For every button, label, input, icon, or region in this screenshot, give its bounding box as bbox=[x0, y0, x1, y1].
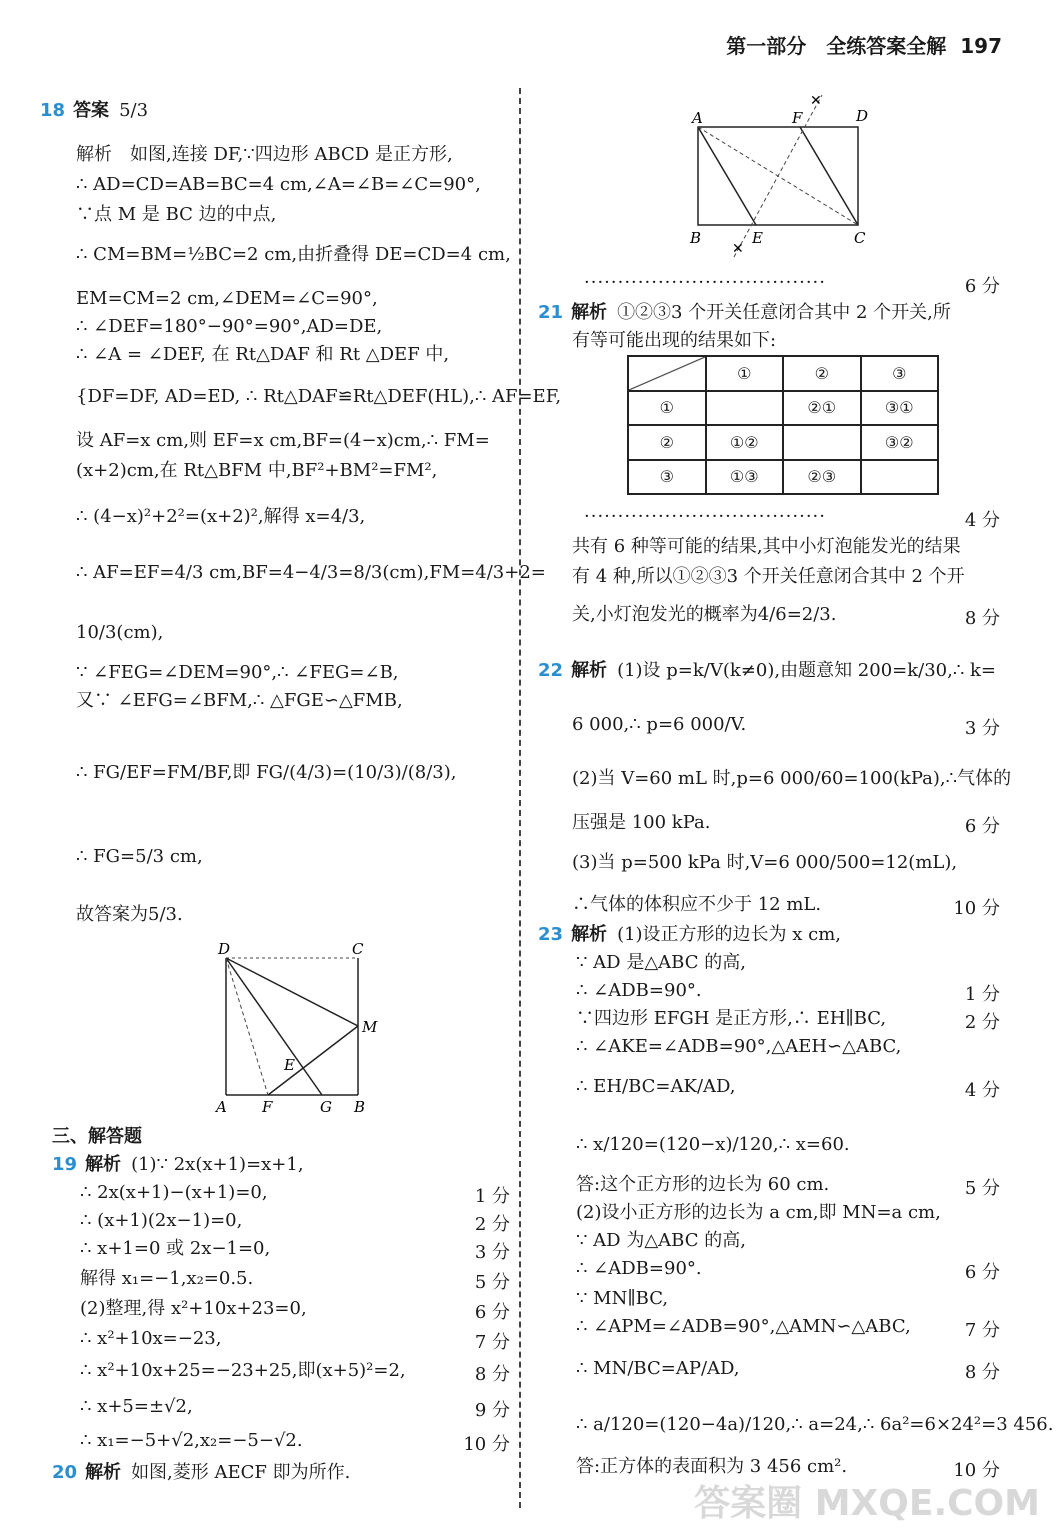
q18-label: 答案 bbox=[73, 100, 110, 121]
fig18-label-a: A bbox=[216, 1098, 227, 1116]
q20-label: 解析 bbox=[85, 1462, 122, 1483]
q18-line-11: ∴ AF=EF=4/3 cm,BF=4−4/3=8/3(cm),FM=4/3+2= bbox=[76, 562, 546, 583]
q19-score-4: 5 分 bbox=[474, 1272, 510, 1293]
q23-line-8: (2)设小正方形的边长为 a cm,即 MN=a cm, bbox=[576, 1202, 941, 1223]
fig18-label-c: C bbox=[352, 940, 364, 958]
q19-score-6: 7 分 bbox=[474, 1332, 510, 1353]
q23-heading bbox=[538, 924, 841, 946]
q23-line-13: ∴ MN/BC=AP/AD, bbox=[576, 1358, 740, 1379]
fig20-label-a: A bbox=[692, 109, 703, 127]
q22-number: 22 bbox=[538, 660, 564, 681]
q21-line2: 有等可能出现的结果如下: bbox=[572, 330, 777, 351]
q18-line-10: ∴ (4−x)²+2²=(x+2)²,解得 x=4/3, bbox=[76, 506, 366, 527]
q23-line-5: ∴ EH/BC=AK/AD, bbox=[576, 1076, 736, 1097]
table-cell: ① bbox=[628, 391, 706, 426]
header-title: 第一部分 全练答案全解 bbox=[726, 34, 947, 58]
q18-line-9: (x+2)cm,在 Rt△BFM 中,BF²+BM²=FM², bbox=[76, 460, 438, 481]
page-header bbox=[726, 30, 1002, 59]
table-cell: ③① bbox=[861, 391, 939, 426]
q23-label: 解析 bbox=[571, 924, 608, 945]
table-cell: ①② bbox=[706, 425, 784, 460]
q19-line-3: ∴ x+1=0 或 2x−1=0, bbox=[80, 1238, 271, 1259]
q23-line-15: 答:正方体的表面积为 3 456 cm². bbox=[576, 1456, 848, 1477]
q18-number: 18 bbox=[40, 100, 66, 121]
fig20-label-c: C bbox=[854, 229, 866, 247]
q21-heading bbox=[538, 302, 951, 324]
column-divider bbox=[519, 88, 521, 1508]
q19-line-4: 解得 x₁=−1,x₂=0.5. bbox=[80, 1268, 254, 1289]
watermark: 答案圈 MXQE.COM bbox=[694, 1483, 1040, 1524]
table-cell: ① bbox=[706, 356, 784, 391]
q23-score-13: 8 分 bbox=[964, 1362, 1000, 1383]
fig20-label-d: D bbox=[856, 107, 869, 125]
q23-line-7: 答:这个正方形的边长为 60 cm. bbox=[576, 1174, 830, 1195]
q23-score-3: 2 分 bbox=[964, 1012, 1000, 1033]
q21-label: 解析 bbox=[571, 302, 608, 323]
fig18-label-d: D bbox=[218, 940, 231, 958]
q23-score-10: 6 分 bbox=[964, 1262, 1000, 1283]
table-cell bbox=[783, 425, 861, 460]
fig18-label-b: B bbox=[354, 1098, 366, 1116]
q22-score-3: 6 分 bbox=[964, 816, 1000, 837]
fig18-label-m: M bbox=[362, 1018, 378, 1036]
q18-line-8: 设 AF=x cm,则 EF=x cm,BF=(4−x)cm,∴ FM= bbox=[76, 430, 490, 451]
q18-heading bbox=[40, 100, 148, 122]
q19-line-8: ∴ x+5=±√2, bbox=[80, 1396, 193, 1417]
q23-score-7: 5 分 bbox=[964, 1178, 1000, 1199]
q18-line-2: ∵点 M 是 BC 边的中点, bbox=[76, 204, 277, 225]
q22-score-1: 3 分 bbox=[964, 718, 1000, 739]
q23-line-9: ∵ AD 为△ABC 的高, bbox=[576, 1230, 746, 1251]
table-cell: ② bbox=[628, 425, 706, 460]
q21-score-2: 8 分 bbox=[964, 608, 1000, 629]
q22-heading bbox=[538, 660, 996, 682]
table-cell: ② bbox=[783, 356, 861, 391]
q19-score-9: 10 分 bbox=[463, 1434, 510, 1455]
q19-line-1: ∴ 2x(x+1)−(x+1)=0, bbox=[80, 1182, 268, 1203]
q18-line-3: ∴ CM=BM=½BC=2 cm,由折叠得 DE=CD=4 cm, bbox=[76, 244, 511, 265]
table-cell: ①③ bbox=[706, 460, 784, 495]
q21-line3: 共有 6 种等可能的结果,其中小灯泡能发光的结果 bbox=[572, 536, 961, 557]
q21-line1: ①②③3 个开关任意闭合其中 2 个开关,所 bbox=[617, 302, 951, 323]
q23-line-0: (1)设正方形的边长为 x cm, bbox=[617, 924, 842, 945]
q20-heading bbox=[52, 1462, 350, 1484]
q19-label: 解析 bbox=[85, 1154, 122, 1175]
table-cell: ③ bbox=[628, 460, 706, 495]
q18-line-12: 10/3(cm), bbox=[76, 622, 164, 643]
q23-line-12: ∴ ∠APM=∠ADB=90°,△AMN∽△ABC, bbox=[576, 1316, 911, 1337]
q23-score-12: 7 分 bbox=[964, 1320, 1000, 1341]
table-cell bbox=[861, 460, 939, 495]
q19-score-3: 3 分 bbox=[474, 1242, 510, 1263]
q19-line-9: ∴ x₁=−5+√2,x₂=−5−√2. bbox=[80, 1430, 303, 1451]
q22-line-2: (2)当 V=60 mL 时,p=6 000/60=100(kPa),∴气体的 bbox=[572, 768, 1012, 789]
table-row bbox=[628, 425, 938, 460]
q22-score-5: 10 分 bbox=[953, 898, 1000, 919]
q23-score-2: 1 分 bbox=[964, 984, 1000, 1005]
q21-score-1: 4 分 bbox=[964, 510, 1000, 531]
q20-score: 6 分 bbox=[964, 276, 1000, 297]
q19-heading bbox=[52, 1154, 304, 1176]
q20-number: 20 bbox=[52, 1462, 78, 1483]
q18-line-6: ∴ ∠A = ∠DEF, 在 Rt△DAF 和 Rt △DEF 中, bbox=[76, 344, 450, 365]
fig20-label-e: E bbox=[752, 229, 763, 247]
q22-line-3: 压强是 100 kPa. bbox=[572, 812, 711, 833]
q22-label: 解析 bbox=[571, 660, 608, 681]
table-row bbox=[628, 391, 938, 426]
table-row bbox=[628, 460, 938, 495]
table-cell: ②③ bbox=[783, 460, 861, 495]
q23-line-2: ∴ ∠ADB=90°. bbox=[576, 980, 702, 1001]
q23-line-10: ∴ ∠ADB=90°. bbox=[576, 1258, 702, 1279]
q22-line-5: ∴气体的体积应不少于 12 mL. bbox=[572, 894, 822, 915]
table-corner-cell bbox=[628, 356, 706, 391]
q21-number: 21 bbox=[538, 302, 564, 323]
q23-line-4: ∴ ∠AKE=∠ADB=90°,△AEH∽△ABC, bbox=[576, 1036, 902, 1057]
q20-leader-dots: ···································· bbox=[584, 272, 826, 293]
q19-line-0: (1)∵ 2x(x+1)=x+1, bbox=[131, 1154, 304, 1175]
q22-line-0: (1)设 p=k/V(k≠0),由题意知 200=k/30,∴ k= bbox=[617, 660, 996, 681]
fig18-label-e: E bbox=[284, 1056, 295, 1074]
q21-leader-dots: ···································· bbox=[584, 506, 826, 527]
q19-score-8: 9 分 bbox=[474, 1400, 510, 1421]
q18-figure bbox=[210, 940, 385, 1120]
fig18-label-g: G bbox=[320, 1098, 332, 1116]
q19-score-7: 8 分 bbox=[474, 1364, 510, 1385]
table-cell: ③ bbox=[861, 356, 939, 391]
q22-line-4: (3)当 p=500 kPa 时,V=6 000/500=12(mL), bbox=[572, 852, 958, 873]
q22-line-1: 6 000,∴ p=6 000/V. bbox=[572, 714, 747, 735]
q20-text: 如图,菱形 AECF 即为所作. bbox=[131, 1462, 351, 1483]
q18-answer: 5/3 bbox=[119, 100, 149, 121]
arc-mark-top: ✕ bbox=[810, 95, 822, 109]
table-row bbox=[628, 356, 938, 391]
q19-line-7: ∴ x²+10x+25=−23+25,即(x+5)²=2, bbox=[80, 1360, 406, 1381]
q18-line-4: EM=CM=2 cm,∠DEM=∠C=90°, bbox=[76, 288, 378, 309]
q18-line-15: ∴ FG/EF=FM/BF,即 FG/(4/3)=(10/3)/(8/3), bbox=[76, 762, 457, 783]
q23-score-5: 4 分 bbox=[964, 1080, 1000, 1101]
q18-line-0: 解析 如图,连接 DF,∵四边形 ABCD 是正方形, bbox=[76, 144, 453, 165]
q19-score-5: 6 分 bbox=[474, 1302, 510, 1323]
q18-line-13: ∵ ∠FEG=∠DEM=90°,∴ ∠FEG=∠B, bbox=[76, 662, 399, 683]
q23-number: 23 bbox=[538, 924, 564, 945]
page-number: 197 bbox=[960, 34, 1002, 58]
q23-line-1: ∵ AD 是△ABC 的高, bbox=[576, 952, 746, 973]
q18-line-17: 故答案为5/3. bbox=[76, 904, 183, 925]
fig18-label-f: F bbox=[262, 1098, 273, 1116]
q23-line-11: ∵ MN∥BC, bbox=[576, 1288, 669, 1309]
q23-score-15: 10 分 bbox=[953, 1460, 1000, 1481]
q23-line-3: ∵四边形 EFGH 是正方形,∴ EH∥BC, bbox=[576, 1008, 887, 1029]
section-title: 三、解答题 bbox=[52, 1126, 142, 1147]
q18-line-5: ∴ ∠DEF=180°−90°=90°,AD=DE, bbox=[76, 316, 383, 337]
q19-score-1: 1 分 bbox=[474, 1186, 510, 1207]
q23-line-6: ∴ x/120=(120−x)/120,∴ x=60. bbox=[576, 1134, 850, 1155]
q18-line-16: ∴ FG=5/3 cm, bbox=[76, 846, 203, 867]
q21-line5: 关,小灯泡发光的概率为4/6=2/3. bbox=[572, 604, 837, 625]
table-cell: ②① bbox=[783, 391, 861, 426]
q19-line-6: ∴ x²+10x=−23, bbox=[80, 1328, 222, 1349]
q21-line4: 有 4 种,所以①②③3 个开关任意闭合其中 2 个开 bbox=[572, 566, 965, 587]
arc-mark-bottom: ✕ bbox=[732, 241, 744, 257]
table-cell bbox=[706, 391, 784, 426]
q19-line-2: ∴ (x+1)(2x−1)=0, bbox=[80, 1210, 243, 1231]
q19-score-2: 2 分 bbox=[474, 1214, 510, 1235]
fig20-label-f: F bbox=[792, 109, 803, 127]
q19-line-5: (2)整理,得 x²+10x+23=0, bbox=[80, 1298, 307, 1319]
q19-number: 19 bbox=[52, 1154, 78, 1175]
table-cell: ③② bbox=[861, 425, 939, 460]
q18-line-1: ∴ AD=CD=AB=BC=4 cm,∠A=∠B=∠C=90°, bbox=[76, 174, 481, 195]
q18-line-7: {DF=DF, AD=ED, ∴ Rt△DAF≌Rt△DEF(HL),∴ AF=EF, bbox=[76, 386, 562, 407]
q20-figure bbox=[680, 95, 900, 270]
q18-line-14: 又∵ ∠EFG=∠BFM,∴ △FGE∽△FMB, bbox=[76, 690, 403, 711]
q23-line-14: ∴ a/120=(120−4a)/120,∴ a=24,∴ 6a²=6×24²=3 456. bbox=[576, 1414, 1054, 1435]
result-table bbox=[627, 355, 939, 495]
fig20-label-b: B bbox=[690, 229, 702, 247]
